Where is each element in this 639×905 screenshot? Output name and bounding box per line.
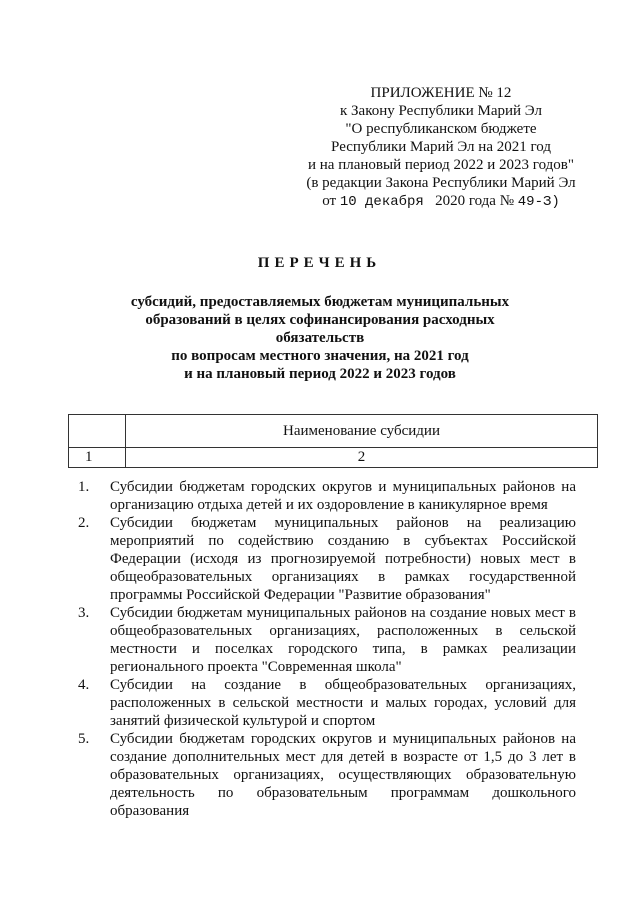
column-number-1: 1 — [69, 448, 126, 468]
subtitle-line: и на плановый период 2022 и 2023 годов — [184, 366, 456, 382]
appendix-year: 2020 года № — [435, 193, 515, 209]
item-text: Субсидии на создание в общеобразовательных организациях, расположенных в сельской местности и малых городах, условий для занятий физической культурой и спортом — [110, 677, 576, 729]
item-number: 1. — [78, 479, 90, 495]
list-item — [78, 604, 576, 676]
item-text: Субсидии бюджетам муниципальных районов на реализацию мероприятий по содействию созданию в субъектах Российской Федерации (исходя из прогнозируемой потребности) новых мест в общеобразовательных организациях в рамках государственной программы Российской Федерации "Развитие образования" — [110, 515, 576, 603]
appendix-line: Республики Марий Эл на 2021 год — [331, 139, 551, 155]
header-name-cell: Наименование субсидии — [126, 415, 598, 448]
list-item — [78, 478, 576, 514]
header-empty-cell — [69, 415, 126, 448]
appendix-line: и на плановый период 2022 и 2023 годов" — [308, 157, 574, 173]
subtitle-line: образований в целях софинансирования расходных обязательств — [145, 312, 495, 346]
item-number: 4. — [78, 677, 90, 693]
item-number: 5. — [78, 731, 90, 747]
subsidy-list — [78, 478, 576, 820]
subtitle-line: субсидий, предоставляемых бюджетам муниципальных — [130, 294, 510, 310]
subtitle-line: по вопросам местного значения, на 2021 год — [171, 348, 469, 364]
list-item — [78, 730, 576, 820]
handwritten-date: 10 декабря — [339, 194, 424, 210]
item-text: Субсидии бюджетам городских округов и муниципальных районов на организацию отдыха детей и их оздоровление в каникулярное время — [110, 479, 576, 513]
appendix-date-line — [286, 192, 596, 211]
subsidy-table-header — [68, 414, 598, 468]
item-text: Субсидии бюджетам муниципальных районов на создание новых мест в общеобразовательных организациях, расположенных в сельской местности и поселках городского типа, в рамках реализации регионального проекта "Современная школа" — [110, 605, 576, 675]
appendix-from: от — [322, 193, 337, 209]
item-number: 3. — [78, 605, 90, 621]
appendix-line: "О республиканском бюджете — [345, 121, 537, 137]
appendix-line: к Закону Республики Марий Эл — [339, 103, 542, 119]
appendix-line: ПРИЛОЖЕНИЕ № 12 — [370, 85, 512, 101]
document-subtitle — [100, 293, 540, 383]
column-number-2: 2 — [126, 448, 598, 468]
item-number: 2. — [78, 515, 90, 531]
appendix-line: (в редакции Закона Республики Марий Эл — [306, 175, 576, 191]
appendix-block — [286, 84, 596, 211]
list-item — [78, 514, 576, 604]
list-item — [78, 676, 576, 730]
handwritten-number: 49-З) — [517, 194, 560, 210]
item-text: Субсидии бюджетам городских округов и муниципальных районов на создание дополнительных мест для детей в возрасте от 1,5 до 3 лет в образовательных организациях, осуществляющих образовательную деятельность по образовательным программам дошкольного образования — [110, 731, 576, 819]
document-title: ПЕРЕЧЕНЬ — [257, 255, 382, 271]
